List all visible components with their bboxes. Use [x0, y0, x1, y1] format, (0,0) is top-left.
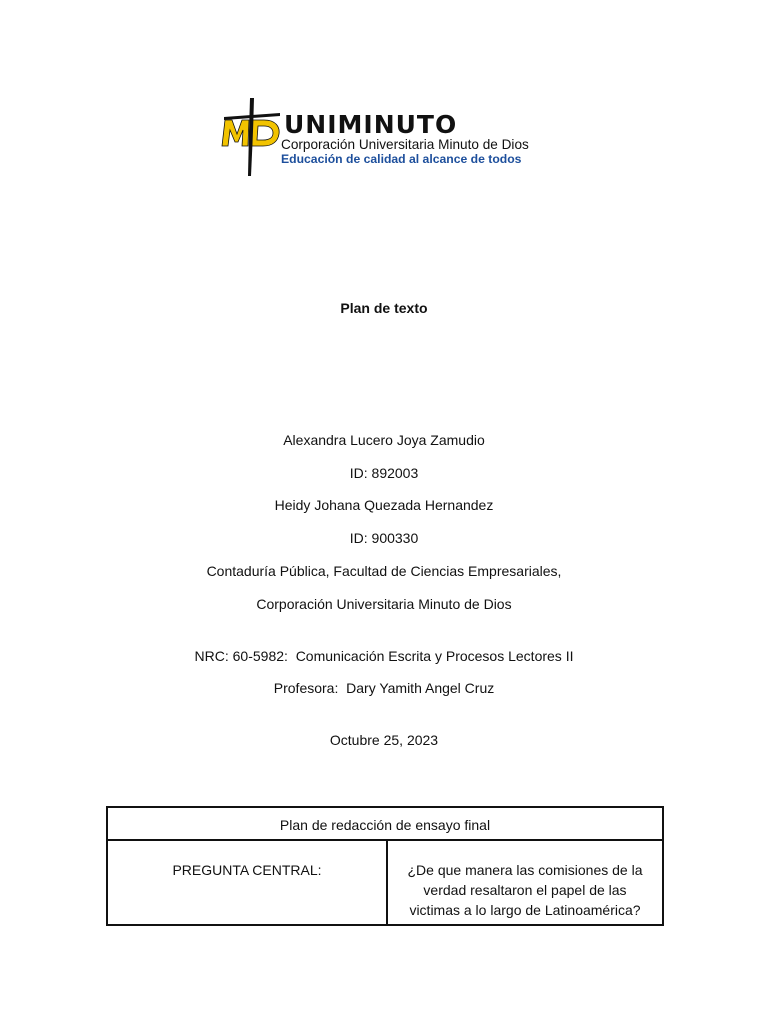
author-2-id: ID: 900330	[349, 530, 419, 546]
logo-tagline: Educación de calidad al alcance de todos	[281, 152, 522, 166]
uniminuto-logo	[220, 96, 550, 178]
document-title: Plan de texto	[340, 300, 428, 316]
central-question-label: PREGUNTA CENTRAL:	[107, 840, 387, 925]
table-row	[107, 840, 663, 925]
program-line: Contaduría Pública, Facultad de Ciencias Empresariales,	[206, 563, 562, 579]
logo-subtitle: Corporación Universitaria Minuto de Dios	[281, 137, 529, 152]
professor-line: Profesora: Dary Yamith Angel Cruz	[273, 680, 495, 696]
table-header-cell: Plan de redacción de ensayo final	[107, 807, 663, 840]
logo-name: UNIMINUTO	[284, 110, 458, 139]
md-cross-logo-icon	[220, 96, 282, 178]
central-question-value: ¿De que manera las comisiones de la verdad resaltaron el papel de las victimas a lo largo de Latinoamérica?	[387, 840, 663, 925]
institution-line: Corporación Universitaria Minuto de Dios	[256, 596, 512, 612]
author-1-id: ID: 892003	[349, 465, 419, 481]
author-1-name: Alexandra Lucero Joya Zamudio	[283, 432, 485, 448]
table-header-row	[107, 807, 663, 840]
date-line: Octubre 25, 2023	[329, 732, 439, 748]
course-line: NRC: 60-5982: Comunicación Escrita y Procesos Lectores II	[194, 648, 574, 664]
essay-plan-table	[106, 806, 664, 926]
author-2-name: Heidy Johana Quezada Hernandez	[274, 497, 494, 513]
